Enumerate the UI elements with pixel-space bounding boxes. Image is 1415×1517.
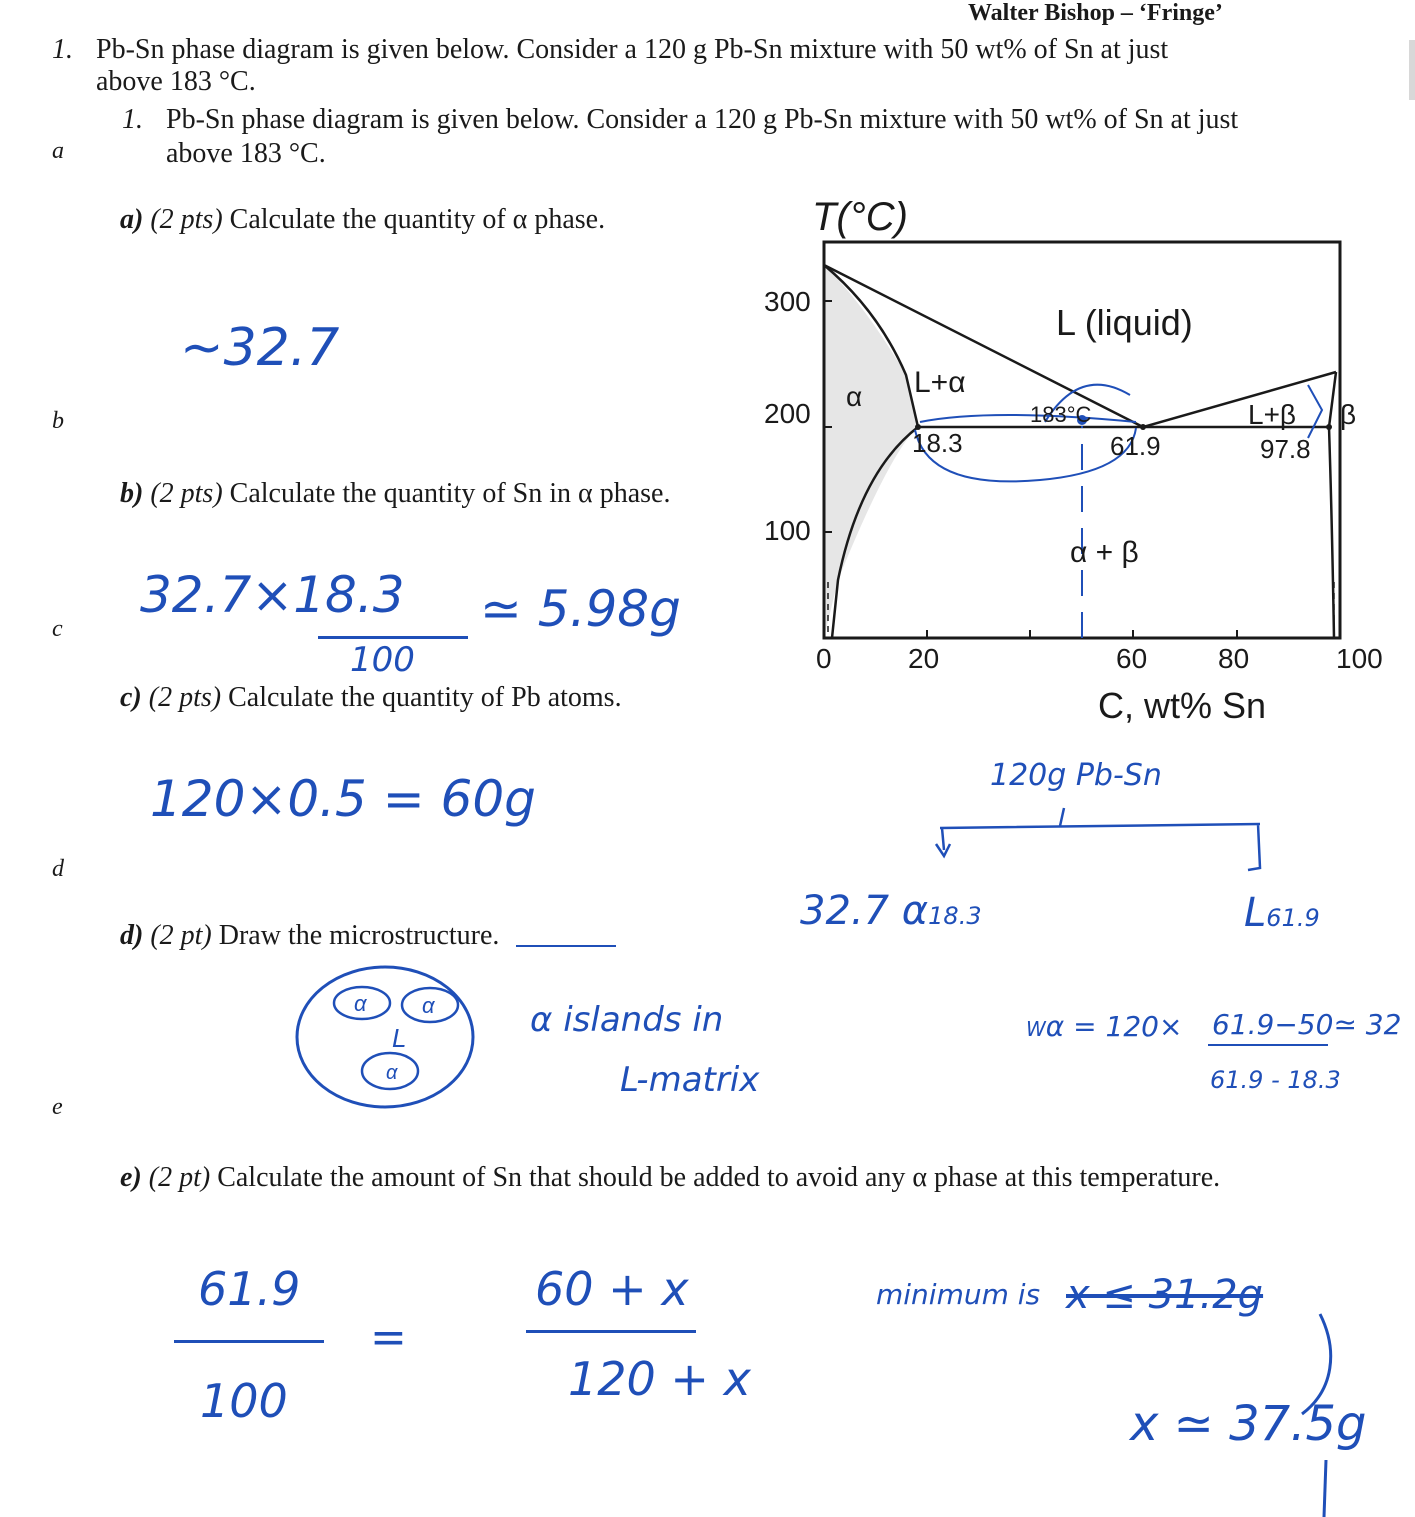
side-alpha-symbol: α	[901, 888, 929, 934]
x-tick-100: 100	[1336, 643, 1383, 674]
part-c	[120, 682, 622, 714]
part-c-text: Calculate the quantity of Pb atoms.	[228, 682, 622, 713]
point-eutectic	[1140, 424, 1146, 430]
side-liquid-line	[1244, 890, 1320, 936]
alpha-beta-region-label: α + β	[1070, 536, 1139, 569]
beta-region-label: β	[1340, 399, 1357, 430]
x-tick-20: 20	[908, 643, 940, 674]
part-e-label: e)	[120, 1162, 142, 1193]
part-b-points: (2 pts)	[150, 478, 223, 509]
tie-line-arrow	[920, 415, 1136, 422]
answer-e-lhs-numerator: 61.9	[198, 1262, 301, 1316]
answer-e-lhs-denominator: 100	[200, 1374, 288, 1428]
lever-rule-approx: ≃ 32	[1333, 1008, 1402, 1041]
point-beta-comp	[1326, 424, 1332, 430]
question-text-line1-repeat: Pb-Sn phase diagram is given below. Consider a 120 g Pb-Sn mixture with 50 wt% of Sn at just	[166, 104, 1239, 135]
alpha-label-2: α	[422, 993, 435, 1018]
part-d	[120, 920, 499, 952]
margin-letter-e: e	[52, 1094, 63, 1120]
answer-e-rhs-bar	[526, 1330, 696, 1333]
answer-c: 120×0.5 = 60g	[150, 770, 536, 828]
part-d-points: (2 pt)	[150, 920, 212, 951]
scrollbar[interactable]	[1409, 40, 1415, 100]
strikeout-mark	[516, 945, 616, 947]
part-a-text: Calculate the quantity of α phase.	[229, 204, 606, 235]
side-liquid-symbol: L	[1244, 890, 1267, 936]
part-c-points: (2 pts)	[148, 682, 222, 713]
answer-e-struck: x ≤ 31.2g	[1066, 1272, 1264, 1318]
question-text-line2-repeat: above 183 °C.	[166, 138, 326, 169]
lever-rule-eq: = 120×	[1073, 1010, 1183, 1043]
answer-e-rhs-denominator: 120 + x	[568, 1352, 751, 1406]
part-e-points: (2 pt)	[148, 1162, 211, 1193]
lever-rule-w: W	[1026, 1017, 1046, 1041]
part-e	[120, 1162, 1220, 1194]
author-header: Walter Bishop – ‘Fringe’	[968, 0, 1223, 26]
side-alpha-line	[800, 888, 982, 934]
side-liquid-sub: 61.9	[1266, 904, 1320, 932]
answer-e-tail	[1316, 1460, 1336, 1517]
l-alpha-region-label: L+α	[914, 366, 966, 399]
part-c-label: c)	[120, 682, 142, 713]
answer-b-result: ≃ 5.98g	[480, 580, 681, 638]
alpha-label-3: α	[386, 1062, 398, 1084]
side-alpha-mass: 32.7	[800, 888, 890, 934]
part-a-points: (2 pts)	[150, 204, 223, 235]
alpha-label-1: α	[354, 991, 367, 1016]
x-tick-60: 60	[1116, 643, 1148, 674]
l-beta-region-label: L+β	[1248, 399, 1297, 430]
margin-letter-c: c	[52, 616, 63, 642]
y-tick-300: 300	[764, 286, 811, 317]
eutectic-temp-label: 183°C	[1030, 402, 1092, 427]
part-d-text: Draw the microstructure.	[218, 920, 500, 951]
lever-rule-denominator: 61.9 - 18.3	[1210, 1066, 1341, 1094]
question-number: 1.	[52, 34, 73, 65]
answer-b-fraction-bar	[318, 636, 468, 639]
alpha-region-label: α	[846, 381, 863, 412]
margin-letter-d: d	[52, 856, 64, 882]
beta-comp-label: 97.8	[1260, 434, 1311, 464]
liquid-label: L	[392, 1023, 407, 1053]
alpha-comp-label: 18.3	[912, 428, 963, 458]
part-b	[120, 478, 670, 510]
answer-e-equals: =	[370, 1312, 407, 1363]
part-a	[120, 204, 605, 236]
y-tick-200: 200	[764, 398, 811, 429]
answer-d-note-line1: α islands in	[530, 1000, 724, 1040]
eutectic-comp-label: 61.9	[1110, 431, 1161, 461]
answer-e-lhs-bar	[174, 1340, 324, 1343]
answer-e-result: x ≃ 37.5g	[1130, 1396, 1367, 1452]
part-a-label: a)	[120, 204, 144, 235]
margin-letter-b: b	[52, 408, 64, 434]
part-b-text: Calculate the quantity of Sn in α phase.	[229, 478, 671, 509]
part-e-text: Calculate the amount of Sn that should be added to avoid any α phase at this temperature.	[217, 1162, 1221, 1193]
x-tick-0: 0	[816, 643, 832, 674]
answer-e-rhs-numerator: 60 + x	[535, 1262, 689, 1316]
part-b-label: b)	[120, 478, 144, 509]
part-d-label: d)	[120, 920, 144, 951]
answer-a: ~32.7	[180, 318, 340, 378]
microstructure-boundary	[297, 967, 473, 1107]
question-text-line1: Pb-Sn phase diagram is given below. Consider a 120 g Pb-Sn mixture with 50 wt% of Sn at just	[96, 34, 1169, 65]
x-tick-80: 80	[1218, 643, 1250, 674]
margin-letter-a: a	[52, 138, 64, 164]
lever-rule-lhs	[1026, 1010, 1182, 1043]
lever-rule-bar	[1208, 1044, 1328, 1046]
side-total: 120g Pb-Sn	[990, 758, 1162, 793]
beta-bracket	[1308, 385, 1322, 438]
answer-d-note-line2: L-matrix	[620, 1060, 760, 1100]
lever-rule-numerator: 61.9−50	[1212, 1008, 1334, 1041]
question-text-line2: above 183 °C.	[96, 66, 256, 97]
side-alpha-sub: 18.3	[928, 902, 982, 930]
answer-b-numerator: 32.7×18.3	[140, 566, 405, 624]
x-axis-title: C, wt% Sn	[1098, 685, 1267, 726]
solidus-beta	[1329, 372, 1336, 427]
liquidus-line-right	[1143, 372, 1336, 427]
question-number-repeat: 1.	[122, 104, 143, 135]
split-bracket	[920, 800, 1280, 880]
lever-rule-numerator-line	[1212, 1008, 1401, 1041]
answer-e-minimum: minimum is	[876, 1278, 1041, 1311]
y-tick-100: 100	[764, 515, 811, 546]
answer-b-denominator: 100	[350, 640, 415, 680]
phase-diagram	[740, 190, 1400, 730]
liquid-region-label: L (liquid)	[1056, 302, 1193, 343]
lever-rule-sub: α	[1045, 1010, 1065, 1043]
y-axis-title: T(°C)	[812, 195, 908, 239]
microstructure-drawing	[290, 965, 490, 1115]
